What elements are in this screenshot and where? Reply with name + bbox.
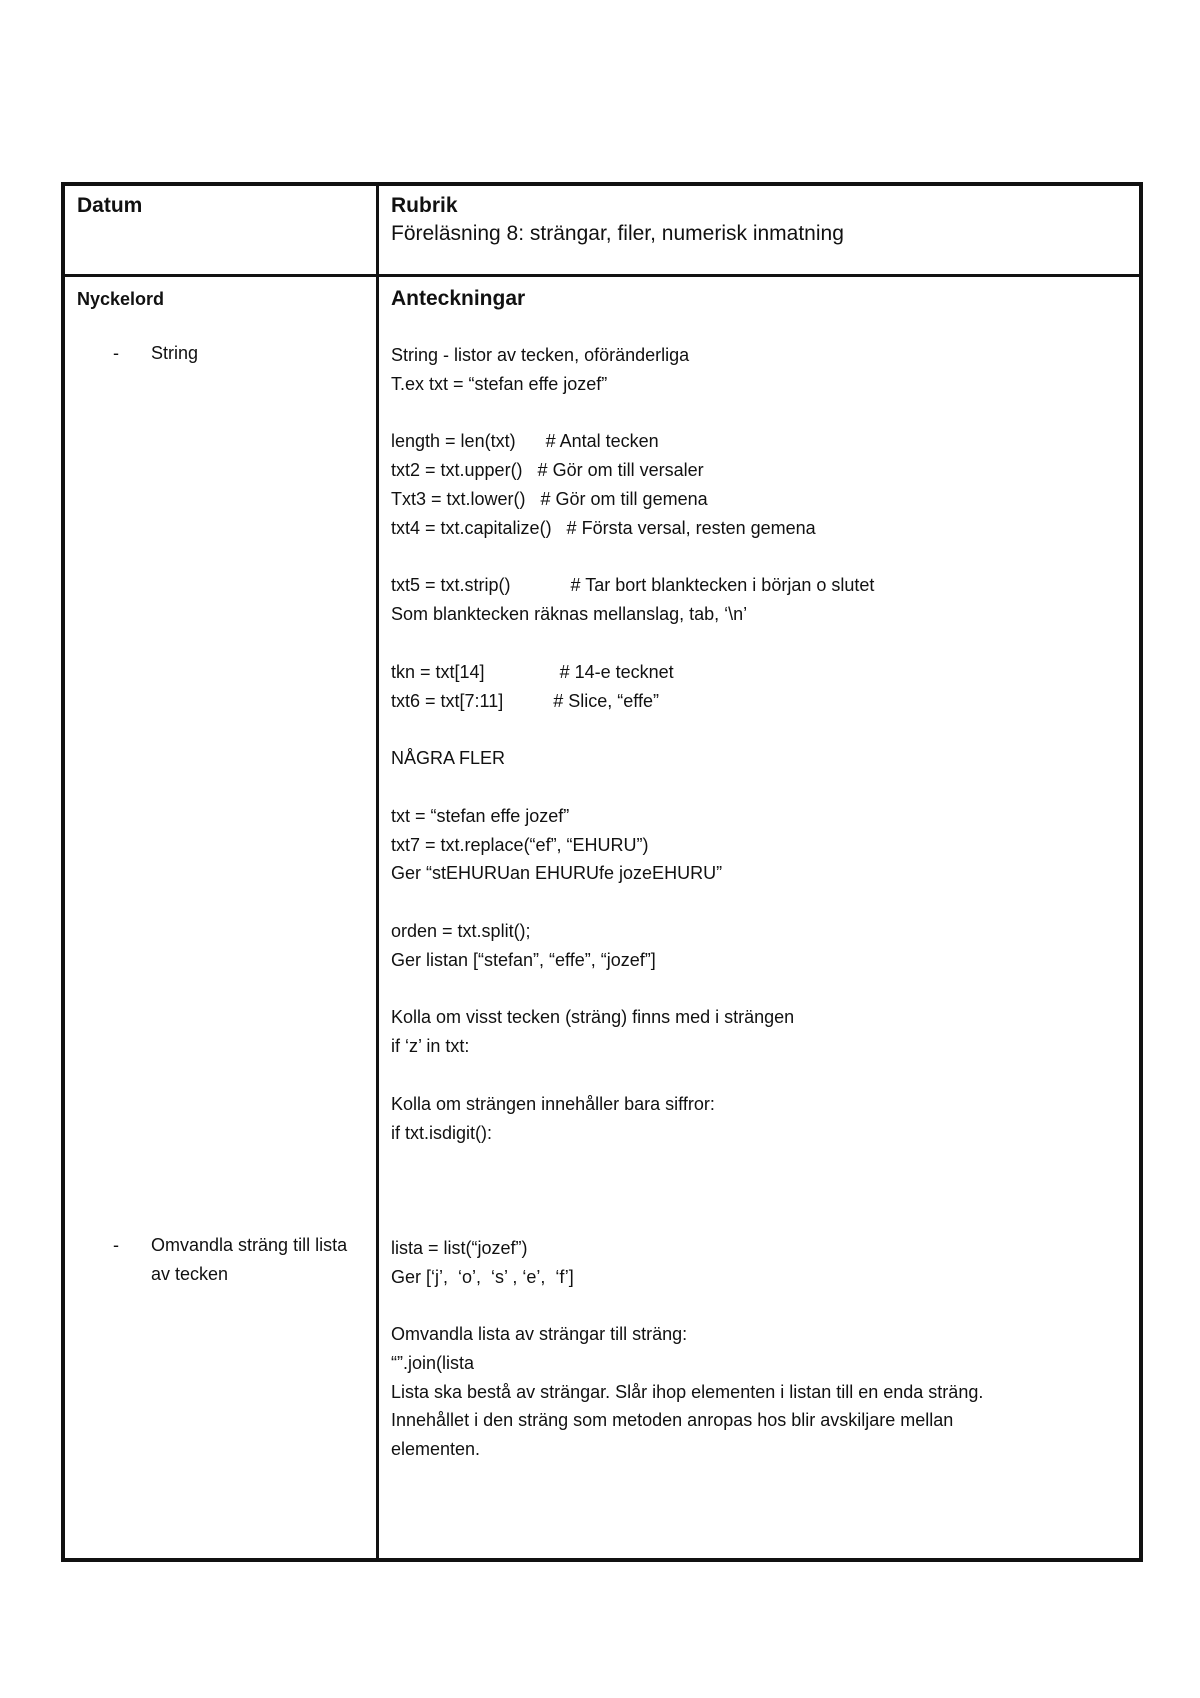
note-line: Innehållet i den sträng som metoden anropas hos blir avskiljare mellan xyxy=(391,1410,954,1431)
blank-line xyxy=(391,1176,1127,1205)
blank-line xyxy=(391,888,1127,917)
keyword-text: Omvandla sträng till lista av tecken xyxy=(151,1235,348,1284)
note-line: txt6 = txt[7:11] # Slice, “effe” xyxy=(391,690,659,711)
note-line: txt2 = txt.upper() # Gör om till versaler xyxy=(391,460,704,481)
note-line: orden = txt.split(); xyxy=(391,920,531,941)
note-line: Som blanktecken räknas mellanslag, tab, ‘\n’ xyxy=(391,604,748,625)
note-line: Omvandla lista av strängar till sträng: xyxy=(391,1324,688,1345)
blank-line xyxy=(391,399,1127,428)
blank-line xyxy=(391,715,1127,744)
keyword-text: String xyxy=(151,343,199,363)
note-line: if ‘z’ in txt: xyxy=(391,1036,470,1057)
note-line: txt7 = txt.replace(“ef”, “EHURU”) xyxy=(391,834,649,855)
keyword-bullet: - xyxy=(113,1235,119,1255)
note-line: txt = “stefan effe jozef” xyxy=(391,805,570,826)
keywords-heading: Nyckelord xyxy=(77,289,165,309)
note-line: Kolla om visst tecken (sträng) finns med i strängen xyxy=(391,1007,795,1028)
note-line: Kolla om strängen innehåller bara siffror: xyxy=(391,1093,715,1114)
datum-cell xyxy=(65,186,376,274)
blank-line xyxy=(391,629,1127,658)
rubrik-cell xyxy=(379,186,1139,274)
keyword-item-string xyxy=(77,339,367,368)
note-line: txt4 = txt.capitalize() # Första versal, resten gemena xyxy=(391,517,816,538)
note-line: Lista ska bestå av strängar. Slår ihop elementen i listan till en enda sträng. xyxy=(391,1381,984,1402)
note-line: if txt.isdigit(): xyxy=(391,1122,493,1143)
note-line: Ger [‘j’, ‘o’, ‘s’ , ‘e’, ‘f’] xyxy=(391,1266,574,1287)
note-line: “”.join(lista xyxy=(391,1352,475,1373)
note-line: length = len(txt) # Antal tecken xyxy=(391,431,659,452)
blank-line xyxy=(391,773,1127,802)
note-line: lista = list(“jozef”) xyxy=(391,1237,528,1258)
notes-body xyxy=(391,341,1127,1464)
blank-line xyxy=(391,1147,1127,1176)
keyword-item-convert-string xyxy=(77,1231,367,1289)
note-line: NÅGRA FLER xyxy=(391,748,506,769)
notes-table xyxy=(61,182,1143,1562)
note-line: String - listor av tecken, oföränderliga xyxy=(391,345,690,365)
datum-label: Datum xyxy=(77,194,143,217)
note-line: elementen. xyxy=(391,1439,481,1460)
blank-line xyxy=(391,1291,1127,1320)
note-line: Ger listan [“stefan”, “effe”, “jozef”] xyxy=(391,949,656,970)
notes-cell xyxy=(379,277,1139,1558)
rubrik-label: Rubrik xyxy=(391,194,458,217)
notes-heading: Anteckningar xyxy=(391,287,526,310)
note-line: Ger “stEHURUan EHURUfe jozeEHURU” xyxy=(391,863,723,884)
blank-line xyxy=(391,1205,1127,1234)
keyword-bullet: - xyxy=(113,343,119,363)
note-line: tkn = txt[14] # 14-e tecknet xyxy=(391,661,674,682)
blank-line xyxy=(391,1061,1127,1090)
note-line: Txt3 = txt.lower() # Gör om till gemena xyxy=(391,488,708,509)
note-line: T.ex txt = “stefan effe jozef” xyxy=(391,373,608,394)
lecture-title: Föreläsning 8: strängar, filer, numerisk inmatning xyxy=(391,222,844,245)
note-line: txt5 = txt.strip() # Tar bort blanktecken i början o slutet xyxy=(391,575,875,596)
blank-line xyxy=(391,543,1127,572)
blank-line xyxy=(391,975,1127,1004)
keywords-cell xyxy=(65,277,376,1558)
